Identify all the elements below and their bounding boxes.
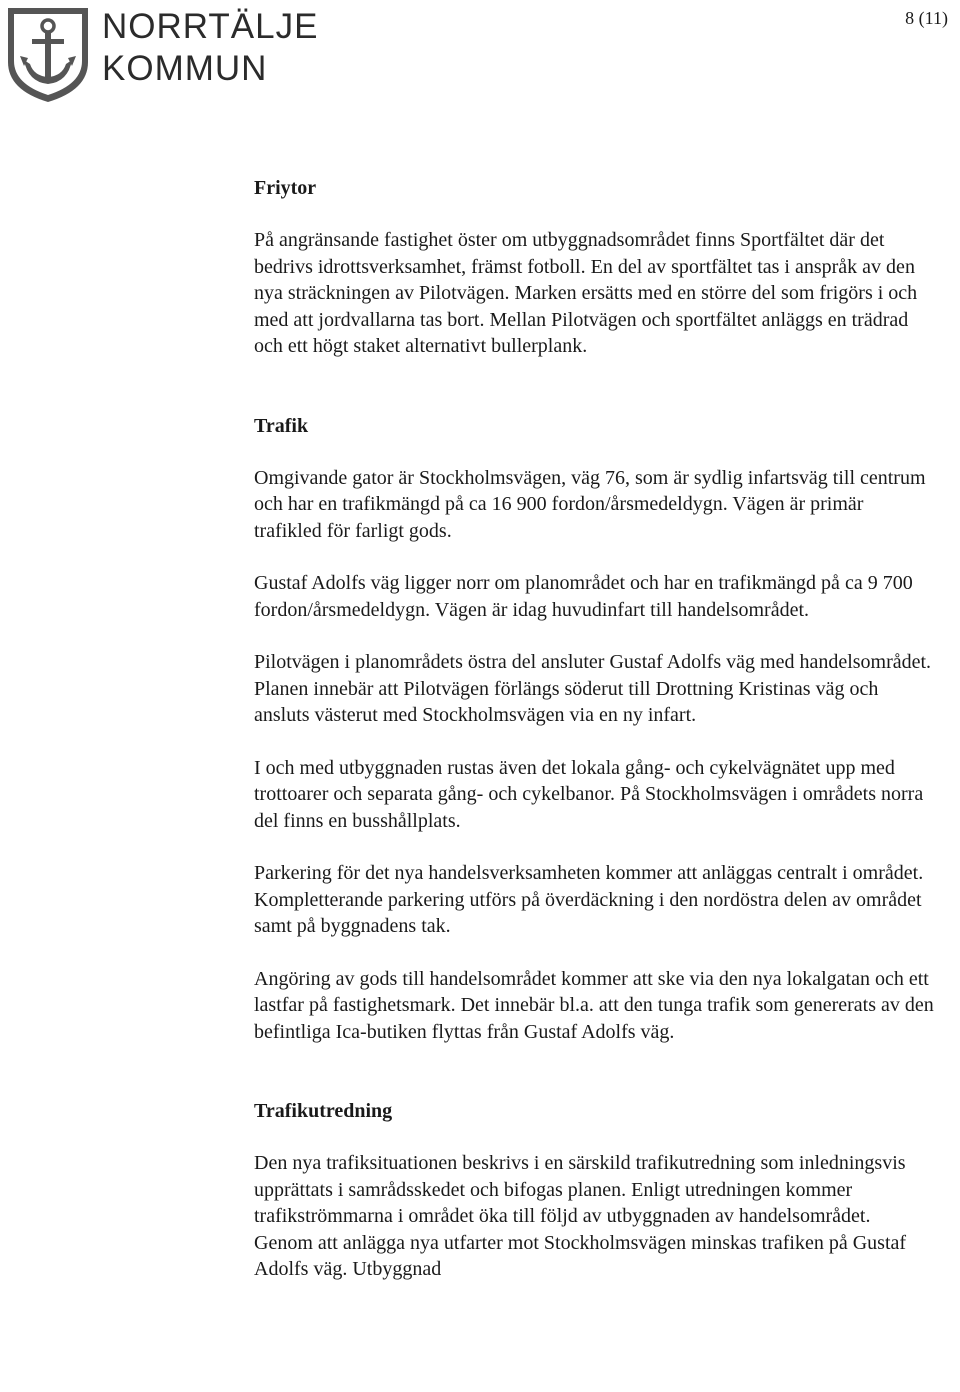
paragraph-trafikutredning-1: Den nya trafiksituationen beskrivs i en särskild trafikutredning som inledningsvis upprättats i samrådsskedet och bifogas planen. Enligt utredningen kommer trafikströmmarna i området öka till följd av utbyggnaden av handelsområdet. Genom att anlägga nya utfarter mot Stockholmsvägen minskas trafiken på Gustaf Adolfs väg. Utbyggnad	[254, 1152, 907, 1280]
heading-trafikutredning: Trafikutredning	[254, 1100, 393, 1122]
paragraph-trafik-6: Angöring av gods till handelsområdet kommer att ske via den nya lokalgatan och ett lastfar på fastighetsmark. Det innebär bl.a. att den tunga trafik som genererats av den befintliga Ica-butiken flyttas från Gustaf Adolfs väg.	[254, 967, 934, 1043]
paragraph-trafik-5: Parkering för det nya handelsverksamheten kommer att anläggas centralt i området. Kompletterande parkering utförs på överdäckning i den nordöstra delen av området samt på byggnadens tak.	[254, 862, 924, 937]
heading-friytor: Friytor	[254, 177, 317, 199]
anchor-crest-icon	[4, 4, 92, 104]
logo-line-1: NORRTÄLJE	[102, 7, 319, 46]
document-body	[254, 175, 934, 1283]
paragraph-trafik-3: Pilotvägen i planområdets östra del ansluter Gustaf Adolfs väg med handelsområdet. Planen innebär att Pilotvägen förlängs söderut till Drottning Kristinas väg och ansluts västerut med Stockholmsvägen via en ny infart.	[254, 651, 932, 726]
paragraph-trafik-1: Omgivande gator är Stockholmsvägen, väg 76, som är sydlig infartsväg till centrum och har en trafikmängd på ca 16 900 fordon/årsmedeldygn. Vägen är primär trafikled för farligt gods.	[254, 466, 926, 542]
paragraph-friytor-1: På angränsande fastighet öster om utbyggnadsområdet finns Sportfältet där det bedrivs idrottsverksamhet, främst fotboll. En del av sportfältet tas i anspråk av den nya sträckningen av Pilotvägen. Marken ersätts med en större del som frigörs i och med att jordvallarna tas bort. Mellan Pilotvägen och sportfältet anläggs en trädrad och ett högt staket alternativt bullerplank.	[254, 229, 918, 357]
municipality-logo	[4, 4, 319, 104]
heading-trafik: Trafik	[254, 414, 309, 437]
paragraph-trafik-2: Gustaf Adolfs väg ligger norr om planområdet och har en trafikmängd på ca 9 700 fordon/årsmedeldygn. Vägen är idag huvudinfart till handelsområdet.	[254, 572, 913, 621]
paragraph-trafik-4: I och med utbyggnaden rustas även det lokala gång- och cykelvägnätet upp med trottoarer och separata gång- och cykelbanor. På Stockholmsvägen i områdets norra del finns en busshållplats.	[254, 756, 924, 832]
logo-line-2: KOMMUN	[102, 49, 268, 88]
logo-wordmark	[102, 6, 318, 90]
page-number: 8 (11)	[905, 8, 948, 28]
